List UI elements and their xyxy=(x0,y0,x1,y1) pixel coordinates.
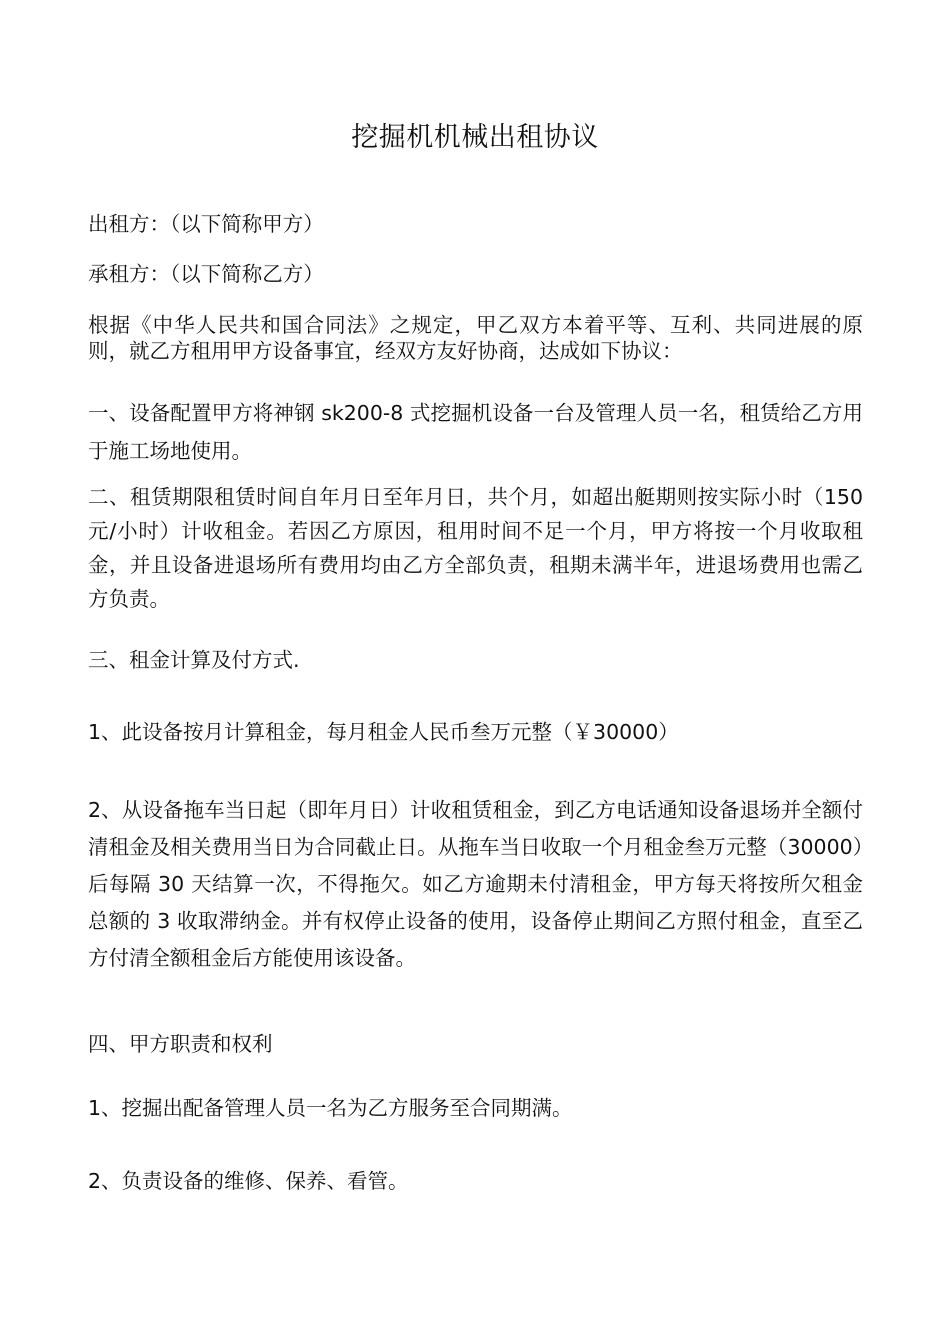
section-3-item-1: 1、此设备按月计算租金，每月租金人民币叁万元整（￥30000） xyxy=(88,720,679,744)
section-4-item-1: 1、挖掘出配备管理人员一名为乙方服务至合同期满。 xyxy=(88,1096,573,1120)
section-2-paragraph: 二、租赁期限租赁时间自年月日至年月日，共个月，如超出艇期则按实际小时（150 元/小时）计收租金。若因乙方原因，租用时间不足一个月，甲方将按一个月收取租金，并且设备进退场所有费用均由乙方全部负责，租期未满半年，进退场费用也需乙方负责。 xyxy=(88,485,863,611)
lessor-line: 出租方：（以下简称甲方） xyxy=(88,212,324,236)
section-3-heading: 三、租金计算及付方式. xyxy=(88,648,300,672)
section-4-item-2: 2、负责设备的维修、保养、看管。 xyxy=(88,1169,409,1193)
document-title: 挖掘机机械出租协议 xyxy=(351,122,599,153)
section-4-heading: 四、甲方职责和权利 xyxy=(88,1032,273,1056)
section-3-item-2: 2、从设备拖车当日起（即年月日）计收租赁租金，到乙方电话通知设备退场并全额付清租金及相关费用当日为合同截止日。从拖车当日收取一个月租金叁万元整（30000）后每隔 30 天结算一次，不得拖欠。如乙方逾期未付清租金，甲方每天将按所欠租金总额的 3 收取滞纳金。并有权停止设备的使用，设备停止期间乙方照付租金，直至乙方付清全额租金后方能使用该设备。 xyxy=(88,798,863,970)
preamble-paragraph: 根据《中华人民共和国合同法》之规定，甲乙双方本着平等、互利、共同进展的原则，就乙方租用甲方设备事宜，经双方友好协商，达成如下协议： xyxy=(88,313,863,363)
section-1-paragraph: 一、设备配置甲方将神钢 sk200-8 式挖掘机设备一台及管理人员一名，租赁给乙方用于施工场地使用。 xyxy=(88,401,863,463)
lessee-line: 承租方：（以下简称乙方） xyxy=(88,262,324,286)
